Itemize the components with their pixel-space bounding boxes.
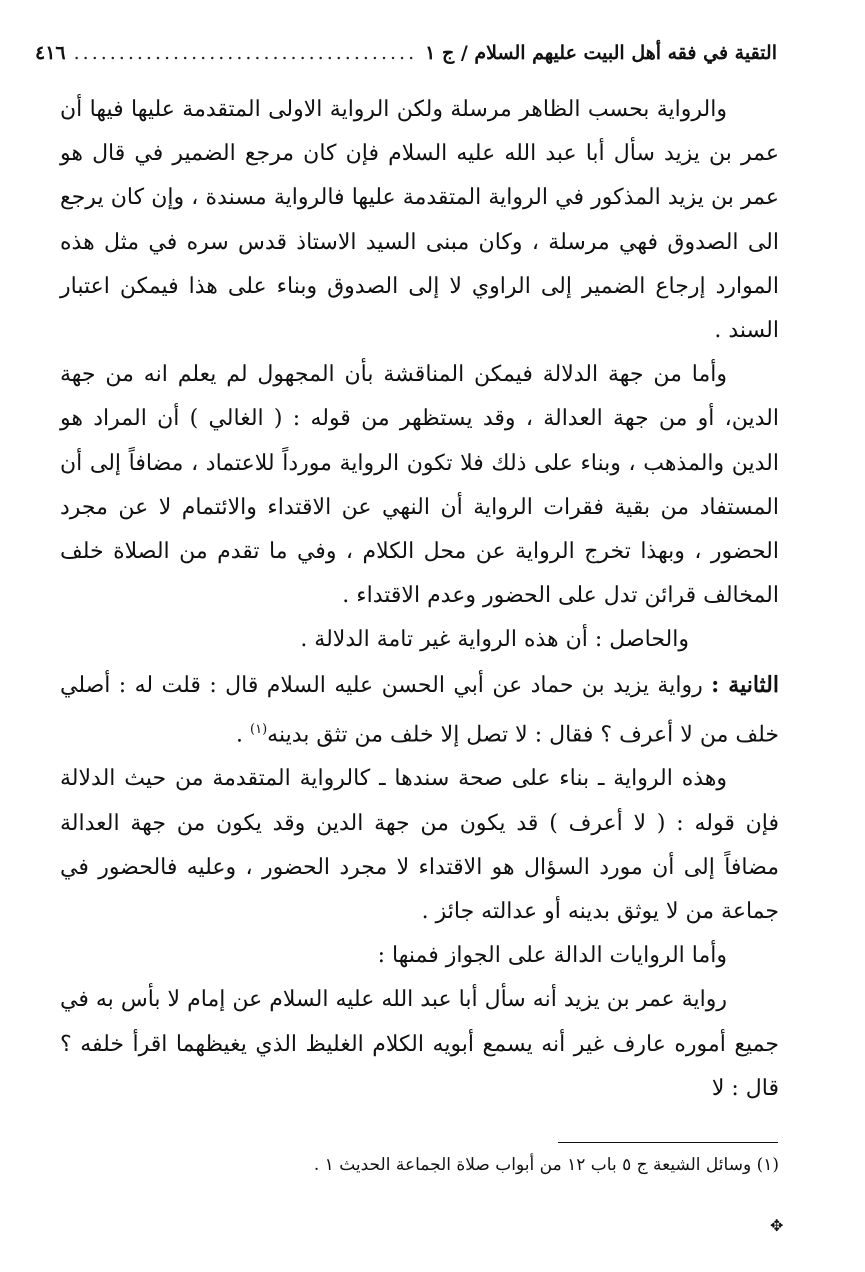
paragraph: وأما من جهة الدلالة فيمكن المناقشة بأن المجهول لم يعلم انه من جهة الدين، أو من جهة العدالة ، وقد يستظهر من قوله : ( الغالي ) أن المراد هو الدين والمذهب ، وبناء على ذلك فلا تكون الرواية مورداً للاعتماد ، مضافاً إلى أن المستفاد من بقية فقرات الرواية أن النهي عن الاقتداء والائتمام لا عن مجرد الحضور ، وبهذا تخرج الرواية عن محل الكلام ، وفي ما تقدم من الصلاة خلف المخالف قرائن تدل على الحضور وعدم الاقتداء . xyxy=(60,362,779,609)
paragraph-tail: . xyxy=(236,722,251,748)
footnote: (١) وسائل الشيعة ج ٥ باب ١٢ من أبواب صلاة الجماعة الحديث ١ . xyxy=(313,1155,779,1175)
footnote-divider xyxy=(558,1142,778,1143)
header-leader-dots: ...................................... xyxy=(73,42,418,64)
paragraph: وأما الروايات الدالة على الجواز فمنها : xyxy=(377,943,727,969)
footnote-reference[interactable]: (١) xyxy=(250,721,268,737)
header-book-title: التقية في فقه أهل البيت عليهم السلام xyxy=(474,42,777,64)
header-title xyxy=(425,42,777,64)
paragraph: رواية عمر بن يزيد أنه سأل أبا عبد الله عليه السلام عن إمام لا بأس به في جميع أموره عارف غير أنه يسمع أبويه الكلام الغليظ الذي يغيظهما اقرأ خلفه ؟ قال : لا xyxy=(60,987,779,1101)
page-number: ٤١٦ xyxy=(34,42,66,64)
running-header xyxy=(34,36,777,70)
paragraph: والرواية بحسب الظاهر مرسلة ولكن الرواية الاولى المتقدمة عليها فيها أن عمر بن يزيد سأل أبا عبد الله عليه السلام فإن كان مرجع الضمير في قال هو عمر بن يزيد المذكور في الرواية المتقدمة عليها فالرواية مسندة ، وإن كان يرجع الى الصدوق فهي مرسلة ، وكان مبنى السيد الاستاذ قدس سره في مثل هذه الموارد إرجاع الضمير إلى الراوي لا إلى الصدوق وبناء على هذا فيمكن اعتبار السند . xyxy=(60,97,779,344)
paragraph: والحاصل : أن هذه الرواية غير تامة الدلالة . xyxy=(300,627,689,653)
paragraph: وهذه الرواية ـ بناء على صحة سندها ـ كالرواية المتقدمة من حيث الدلالة فإن قوله : ( لا أعرف ) قد يكون من جهة الدين وقد يكون من جهة العدالة مضافاً إلى أن مورد السؤال هو الاقتداء لا مجرد الحضور ، وعليه فالحضور في جماعة من لا يوثق بدينه أو عدالته جائز . xyxy=(60,766,779,924)
body-text xyxy=(60,88,779,1111)
header-volume: / ج ١ xyxy=(425,42,468,64)
paragraph-lead: الثانية : xyxy=(711,671,779,698)
ornament-icon: ✥ xyxy=(770,1216,784,1235)
paragraph-body: رواية يزيد بن حماد عن أبي الحسن عليه السلام قال : قلت له : أصلي خلف من لا أعرف ؟ فقال : لا تصل إلا خلف من تثق بدينه xyxy=(60,672,779,748)
paragraph xyxy=(60,663,779,758)
